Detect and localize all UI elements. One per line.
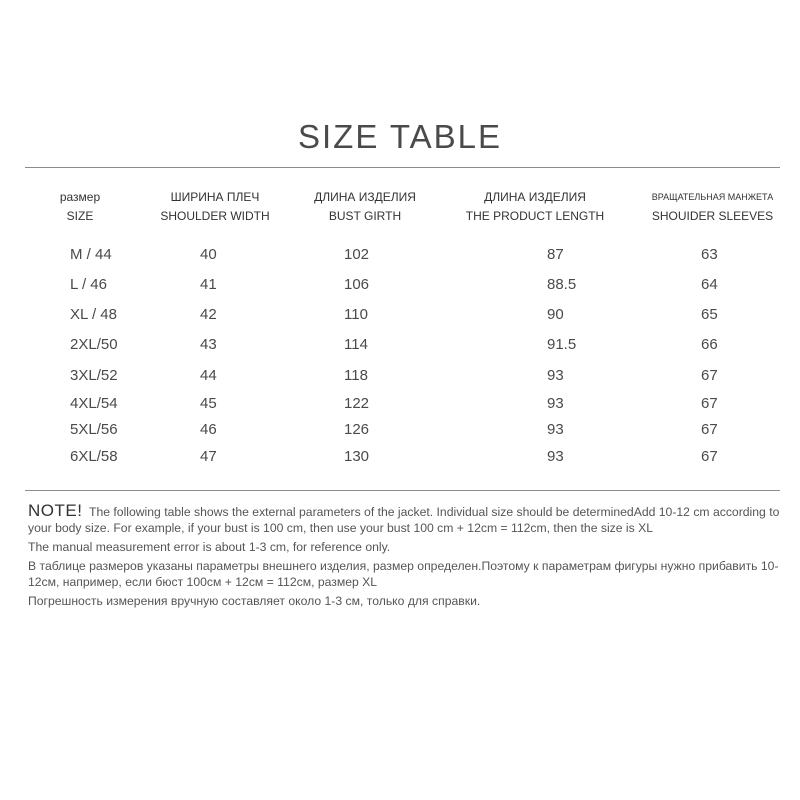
cell-shoulder: 41 <box>200 276 217 293</box>
cell-length: 88.5 <box>547 276 577 293</box>
table-row <box>0 276 800 300</box>
cell-sleeves: 67 <box>701 367 718 384</box>
table-row <box>0 395 800 419</box>
header-shoulder-en: SHOULDER WIDTH <box>160 209 270 223</box>
header-sleeves-en: SHOUIDER SLEEVES <box>651 209 774 223</box>
cell-shoulder: 43 <box>200 336 217 353</box>
cell-sleeves: 67 <box>701 421 718 438</box>
table-row <box>0 246 800 270</box>
cell-sleeves: 64 <box>701 276 718 293</box>
header-shoulder-ru: ШИРИНА ПЛЕЧ <box>170 190 260 204</box>
cell-bust: 114 <box>344 336 368 353</box>
cell-bust: 102 <box>344 246 370 263</box>
top-divider <box>25 167 780 168</box>
header-length-en: THE PRODUCT LENGTH <box>465 209 605 223</box>
bottom-divider <box>25 490 780 491</box>
cell-sleeves: 67 <box>701 448 718 465</box>
table-row <box>0 421 800 445</box>
cell-size: 3XL/52 <box>70 367 118 384</box>
header-size <box>40 188 120 226</box>
table-row <box>0 367 800 391</box>
cell-sleeves: 67 <box>701 395 718 412</box>
cell-sleeves: 63 <box>701 246 718 263</box>
cell-bust: 126 <box>344 421 370 438</box>
cell-shoulder: 40 <box>200 246 217 263</box>
cell-size: L / 46 <box>70 276 107 293</box>
note-en-2: The manual measurement error is about 1-3 cm, for reference only. <box>28 540 391 554</box>
cell-size: M / 44 <box>70 246 112 263</box>
page-title: SIZE TABLE <box>297 118 502 155</box>
table-row <box>0 336 800 360</box>
header-sleeves-ru: ВРАЩАТЕЛЬНАЯ МАНЖЕТА <box>651 192 774 202</box>
cell-sleeves: 65 <box>701 306 718 323</box>
cell-size: 2XL/50 <box>70 336 118 353</box>
header-bust-ru: ДЛИНА ИЗДЕЛИЯ <box>314 190 416 204</box>
cell-shoulder: 44 <box>200 367 217 384</box>
cell-bust: 110 <box>344 306 368 323</box>
note-heading: NOTE! <box>28 501 83 520</box>
cell-length: 93 <box>547 448 564 465</box>
note-ru-2: Погрешность измерения вручную составляет около 1-3 см, только для справки. <box>28 594 481 608</box>
header-bust-en: BUST GIRTH <box>328 209 402 223</box>
notes-section <box>28 503 788 612</box>
header-size-en: SIZE <box>66 209 94 223</box>
cell-shoulder: 46 <box>200 421 217 438</box>
cell-length: 90 <box>547 306 564 323</box>
cell-length: 91.5 <box>547 336 577 353</box>
cell-size: XL / 48 <box>70 306 117 323</box>
table-row <box>0 306 800 330</box>
cell-shoulder: 47 <box>200 448 217 465</box>
note-en-1-text: The following table shows the external parameters of the jacket. Individual size should be determinedAdd 10-12 cm according to your body size. For example, if your bust is 100 cm, then use your bust 100 cm + 12cm = 112cm, then the size is XL <box>28 505 780 535</box>
cell-bust: 118 <box>344 367 368 384</box>
cell-bust: 122 <box>344 395 370 412</box>
cell-length: 93 <box>547 395 564 412</box>
cell-shoulder: 45 <box>200 395 217 412</box>
note-en-1 <box>28 503 788 536</box>
header-length <box>455 188 615 226</box>
cell-size: 5XL/56 <box>70 421 118 438</box>
cell-length: 93 <box>547 367 564 384</box>
cell-bust: 130 <box>344 448 370 465</box>
cell-shoulder: 42 <box>200 306 217 323</box>
cell-length: 93 <box>547 421 564 438</box>
cell-size: 4XL/54 <box>70 395 118 412</box>
header-bust <box>290 188 440 226</box>
header-size-ru: размер <box>59 190 101 204</box>
header-shoulder <box>140 188 290 226</box>
table-row <box>0 448 800 472</box>
cell-size: 6XL/58 <box>70 448 118 465</box>
header-sleeves <box>630 188 795 226</box>
cell-sleeves: 66 <box>701 336 718 353</box>
cell-bust: 106 <box>344 276 370 293</box>
cell-length: 87 <box>547 246 564 263</box>
header-length-ru: ДЛИНА ИЗДЕЛИЯ <box>484 190 586 204</box>
note-ru-1: В таблице размеров указаны параметры внешнего изделия, размер определен.Поэтому к параметрам фигуры нужно прибавить 10-12см, например, если бюст 100см + 12см = 112см, размер XL <box>28 559 779 589</box>
